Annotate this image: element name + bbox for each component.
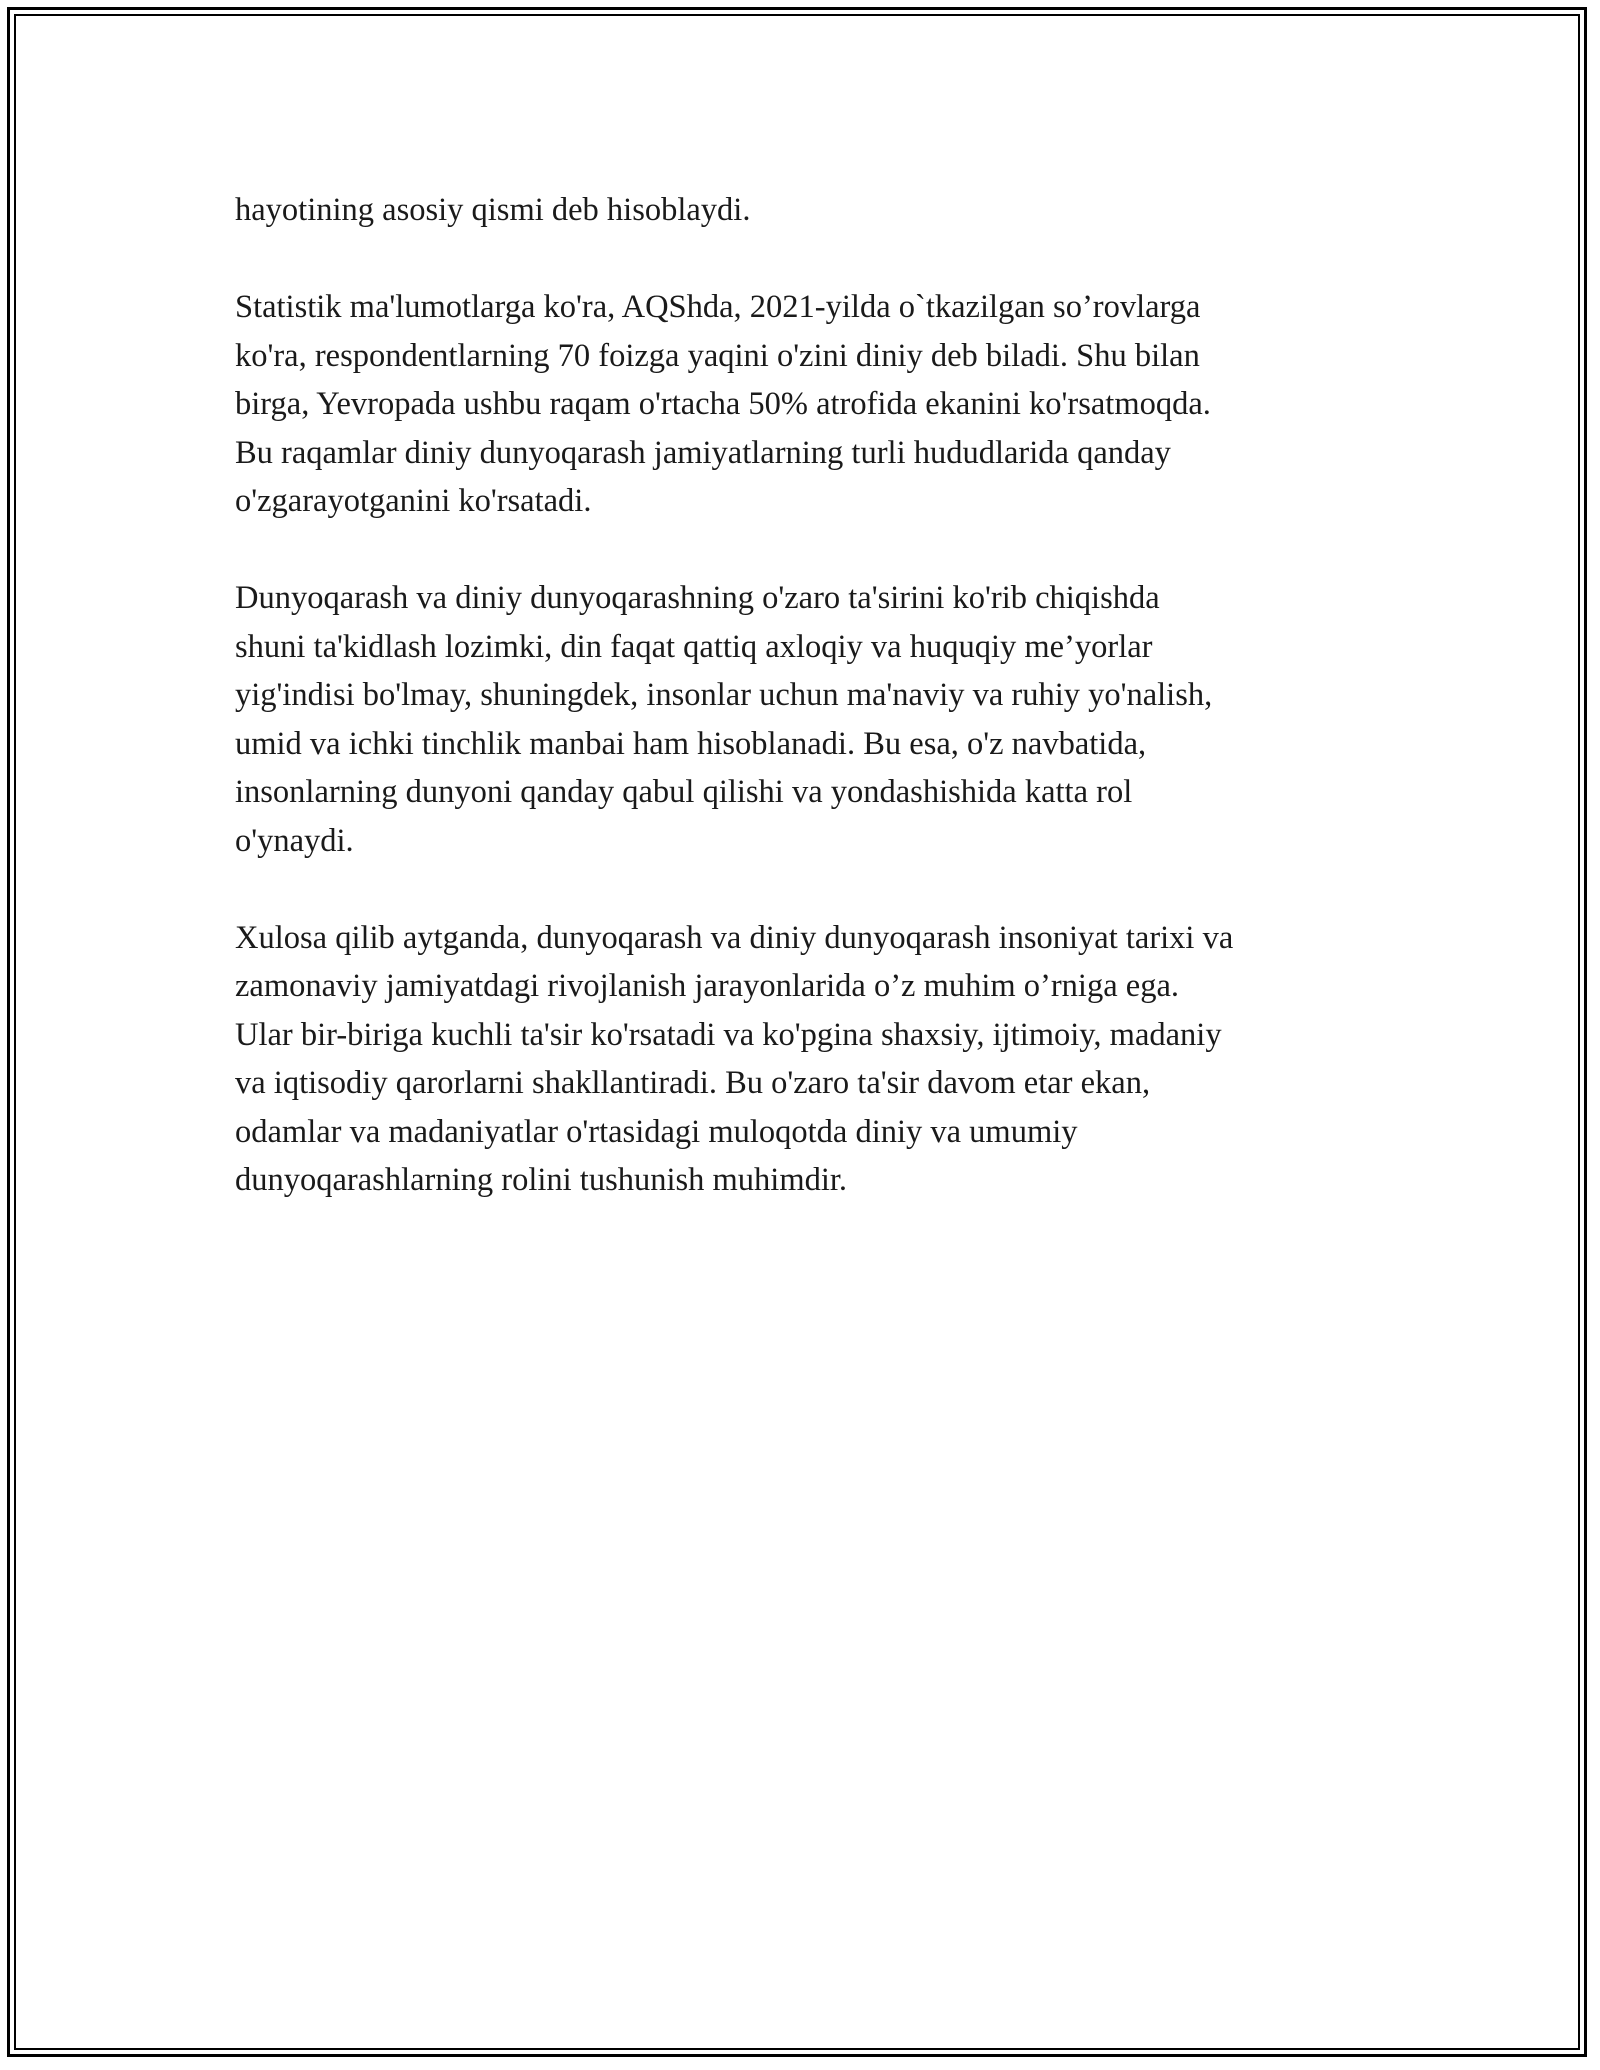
paragraph-3: Dunyoqarash va diniy dunyoqarashning o'zaro ta'sirini ko'rib chiqishda shuni ta'kidlash lozimki, din faqat qattiq axloqiy va huquqiy me’yorlar yig'indisi bo'lmay, shuningdek, insonlar uchun ma'naviy va ruhiy yo'nalish, umid va ichki tinchlik manbai ham hisoblanadi. Bu esa, o'z navbatida, insonlarning dunyoni qanday qabul qilishi va yondashishida katta rol o'ynaydi. [235,580,1213,859]
paragraph-4: Xulosa qilib aytganda, dunyoqarash va diniy dunyoqarash insoniyat tarixi va zamonaviy jamiyatdagi rivojlanish jarayonlarida o’z muhim o’rniga ega. Ular bir-biriga kuchli ta'sir ko'rsatadi va ko'pgina shaxsiy, ijtimoiy, madaniy va iqtisodiy qarorlarni shakllantiradi. Bu o'zaro ta'sir davom etar ekan, odamlar va madaniyatlar o'rtasidagi muloqotda diniy va umumiy dunyoqarashlarning rolini tushunish muhimdir. [235,919,1234,1198]
paragraph-1: hayotining asosiy qismi deb hisoblaydi. [235,192,751,228]
paragraph-2: Statistik ma'lumotlarga ko'ra, AQShda, 2021-yilda o`tkazilgan so’rovlarga ko'ra, respondentlarning 70 foizga yaqini o'zini diniy deb biladi. Shu bilan birga, Yevropada ushbu raqam o'rtacha 50% atrofida ekanini ko'rsatmoqda. Bu raqamlar diniy dunyoqarash jamiyatlarning turli hududlarida qanday o'zgarayotganini ko'rsatadi. [235,289,1211,519]
document-body [235,186,1385,1253]
